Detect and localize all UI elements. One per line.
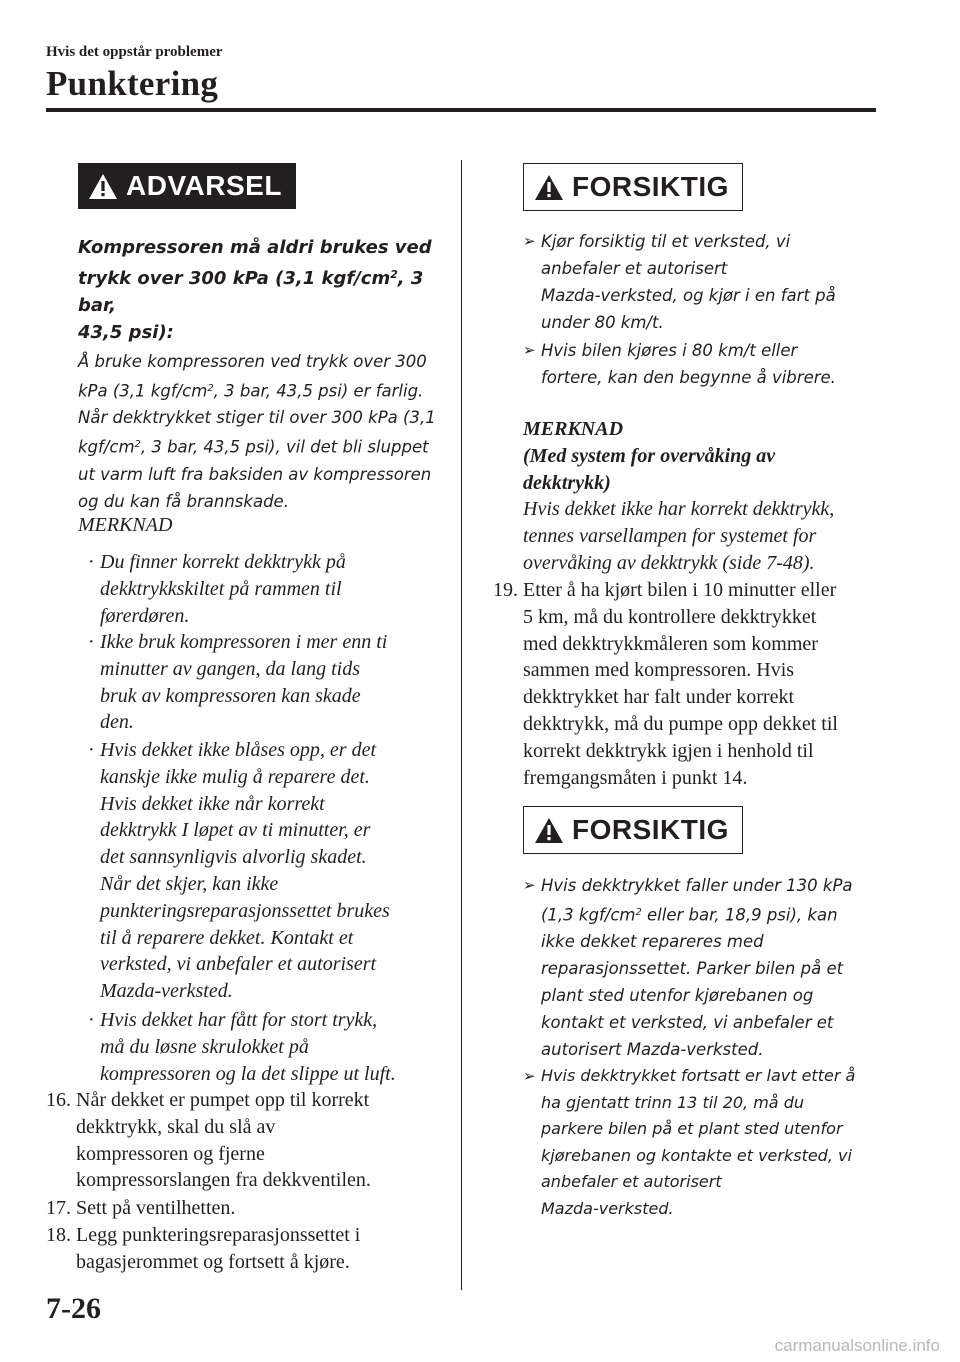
arrow-bullet-icon: ➢ xyxy=(523,876,536,894)
note-bullet: · Du finner korrekt dekktrykk på dekktrykkskiltet på rammen til førerdøren. xyxy=(88,551,346,627)
warning-body: Å bruke kompressoren ved trykk over 300 kPa (3,1 kgf/$cm^2$, 3 bar, 43,5 psi) er farlig. Når dekktrykket stiger til over 300 kPa (3,1 kgf/$cm^2$, 3 bar, 43,5 psi), vil det bli sluppet ut varm luft fra baksiden av kompressoren og du kan få brannskade. xyxy=(78,351,436,511)
step-text: Sett på ventilhetten. xyxy=(76,1197,236,1219)
warning-triangle-icon xyxy=(534,817,564,844)
caution-item: ➢ Kjør forsiktig til et verksted, vi anbefaler et autorisert Mazda-verksted, og kjør i en fart på under 80 km/t. xyxy=(541,228,836,336)
step-number: 18. xyxy=(46,1224,71,1246)
caution-badge xyxy=(523,806,743,854)
caution-badge xyxy=(523,163,743,211)
arrow-bullet-icon: ➢ xyxy=(523,341,536,359)
page-number: 7-26 xyxy=(46,1292,101,1325)
step-text: Når dekket er pumpet opp til korrekt dekktrykk, skal du slå av kompressoren og fjerne kompressorslangen fra dekkventilen. xyxy=(76,1089,371,1192)
arrow-bullet-icon: ➢ xyxy=(523,1067,536,1085)
note-heading: MERKNAD xyxy=(523,418,624,440)
bullet-dot: · xyxy=(88,551,95,573)
note-bullet: · Hvis dekket har fått for stort trykk, må du løsne skrulokket på kompressoren og la det slippe ut luft. xyxy=(88,1009,396,1085)
note-bullet: · Ikke bruk kompressoren i mer enn ti minutter av gangen, da lang tids bruk av kompressoren kan skade den. xyxy=(88,631,388,734)
warning-triangle-icon xyxy=(88,173,118,200)
step-number: 17. xyxy=(46,1197,71,1219)
caution-item: ➢ Hvis dekktrykket faller under 130 kPa (1,3 kgf/$cm^2$ eller bar, 18,9 psi), kan ikke dekket repareres med reparasjonssettet. Parker bilen på et plant sted utenfor kjørebanen og kontakt et verksted, vi anbefaler et autorisert Mazda-verksted. xyxy=(541,872,853,1063)
title-rule xyxy=(46,108,876,112)
column-divider xyxy=(461,160,462,1290)
step-number: 16. xyxy=(46,1089,71,1111)
note-body: Hvis dekket ikke har korrekt dekktrykk, tennes varsellampen for systemet for overvåking av dekktrykk (side 7-48). xyxy=(523,498,835,574)
bullet-dot: · xyxy=(88,1009,95,1031)
note-bullet: · Hvis dekket ikke blåses opp, er det kanskje ikke mulig å reparere det. Hvis dekket ikke når korrekt dekktrykk I løpet av ti minutter, er det sannsynligvis alvorlig skadet. Når det skjer, kan ikke punkteringsreparasjonssettet brukes til å reparere dekket. Kontakt et verksted, vi anbefaler et autorisert Mazda-verksted. xyxy=(88,739,390,1003)
caution-label: FORSIKTIG xyxy=(572,171,729,202)
caution-item: ➢ Hvis bilen kjøres i 80 km/t eller fortere, kan den begynne å vibrere. xyxy=(541,337,836,391)
note-subheading: (Med system for overvåking av dekktrykk) xyxy=(523,444,776,494)
arrow-bullet-icon: ➢ xyxy=(523,232,536,250)
caution-label: FORSIKTIG xyxy=(572,814,729,845)
step-number: 19. xyxy=(493,579,518,601)
note-block xyxy=(523,416,883,577)
page-title: Punktering xyxy=(46,64,219,103)
step-text: Etter å ha kjørt bilen i 10 minutter eller 5 km, må du kontrollere dekktrykket med dekktrykkmåleren som kommer sammen med kompressoren. Hvis dekktrykket har falt under korrekt dekktrykk, må du pumpe opp dekket til korrekt dekktrykk igjen i henhold til fremgangsmåten i punkt 14. xyxy=(523,579,838,789)
breadcrumb: Hvis det oppstår problemer xyxy=(46,44,223,60)
warning-triangle-icon xyxy=(534,174,564,201)
warning-badge xyxy=(78,163,296,209)
step-text: Legg punkteringsreparasjonssettet i bagasjerommet og fortsett å kjøre. xyxy=(76,1224,361,1273)
watermark: carmanualsonline.info xyxy=(774,1336,940,1355)
warning-label: ADVARSEL xyxy=(126,170,282,201)
caution-item: ➢ Hvis dekktrykket fortsatt er lavt etter å ha gjentatt trinn 13 til 20, må du parkere bilen på et plant sted utenfor kjørebanen og kontakte et verksted, vi anbefaler et autorisert Mazda-verksted. xyxy=(541,1063,855,1222)
warning-text xyxy=(78,234,448,515)
note-heading: MERKNAD xyxy=(78,514,173,536)
bullet-dot: · xyxy=(88,631,95,653)
bullet-dot: · xyxy=(88,739,95,761)
warning-heading: Kompressoren må aldri brukes ved trykk over 300 kPa (3,1 kgf/$cm^2$, 3 bar, 43,5 psi): xyxy=(78,237,432,343)
